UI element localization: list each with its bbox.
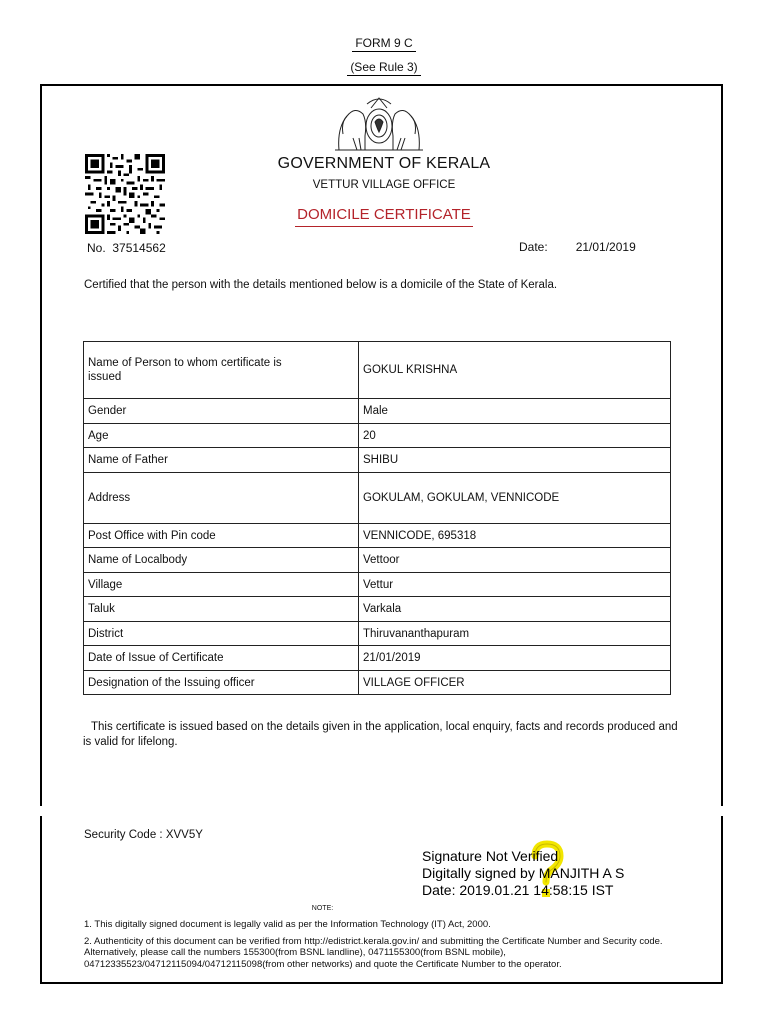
- table-row: [84, 342, 671, 399]
- row-value: 20: [359, 424, 671, 448]
- row-value: Vettur: [359, 573, 671, 597]
- table-row: [84, 524, 671, 548]
- row-label: Designation of the Issuing officer: [84, 671, 359, 695]
- row-label: Age: [84, 424, 359, 448]
- row-value: VENNICODE, 695318: [359, 524, 671, 548]
- security-code: Security Code : XVV5Y: [84, 829, 203, 841]
- note-item: 1. This digitally signed document is legally valid as per the Information Technology (IT) Act, 2000.: [84, 919, 491, 930]
- certified-statement: Certified that the person with the details mentioned below is a domicile of the State of Kerala.: [84, 279, 558, 291]
- signature-status: Signature Not Verified: [422, 848, 559, 864]
- row-label: Name of Father: [84, 448, 359, 473]
- row-label: Name of Localbody: [84, 548, 359, 573]
- table-row: [84, 646, 671, 671]
- table-row: [84, 448, 671, 473]
- table-row: [84, 473, 671, 524]
- row-label: Address: [84, 473, 359, 524]
- row-label: Taluk: [84, 597, 359, 622]
- see-rule: (See Rule 3): [0, 60, 768, 74]
- frame-gap-right: [718, 806, 728, 816]
- row-value: 21/01/2019: [359, 646, 671, 671]
- note-item: 2. Authenticity of this document can be verified from http://edistrict.kerala.gov.in/ and submitting the Certificate Number and Security code. Alternatively, please call the numbers 155300(from BSNL landline), 0471155300(from BSNL mobile), 04712335523/04712115094/04712115098(from other networks) and quote the Certificate Number to the operator.: [84, 935, 663, 970]
- row-label: Village: [84, 573, 359, 597]
- table-row: [84, 548, 671, 573]
- row-value: SHIBU: [359, 448, 671, 473]
- form-number: FORM 9 C: [0, 36, 768, 50]
- row-value: GOKUL KRISHNA: [359, 342, 671, 399]
- signature-signer: Digitally signed by MANJITH A S: [422, 865, 625, 881]
- table-row: [84, 671, 671, 695]
- digital-signature-block: [422, 848, 624, 899]
- row-value: GOKULAM, GOKULAM, VENNICODE: [359, 473, 671, 524]
- signature-date: Date: 2019.01.21 14:58:15 IST: [422, 882, 614, 898]
- notes-list: [84, 919, 674, 975]
- row-value: Varkala: [359, 597, 671, 622]
- table-row: [84, 424, 671, 448]
- details-table: [83, 341, 671, 695]
- office-name: VETTUR VILLAGE OFFICE: [312, 179, 456, 191]
- government-title: GOVERNMENT OF KERALA: [277, 155, 491, 172]
- note-label: NOTE:: [311, 905, 334, 912]
- row-value: Vettoor: [359, 548, 671, 573]
- row-value: Male: [359, 399, 671, 424]
- row-label: Gender: [84, 399, 359, 424]
- row-value: VILLAGE OFFICER: [359, 671, 671, 695]
- table-row: [84, 399, 671, 424]
- table-row: [84, 573, 671, 597]
- row-label: Post Office with Pin code: [84, 524, 359, 548]
- certificate-date: Date: 21/01/2019: [519, 240, 636, 254]
- kerala-emblem-icon: [331, 92, 427, 154]
- certificate-title: DOMICILE CERTIFICATE: [0, 206, 768, 223]
- certificate-number: No. 37514562: [87, 241, 166, 255]
- row-value: Thiruvananthapuram: [359, 622, 671, 646]
- row-label: Name of Person to whom certificate is issued: [84, 342, 359, 399]
- row-label: District: [84, 622, 359, 646]
- table-row: [84, 597, 671, 622]
- row-label: Date of Issue of Certificate: [84, 646, 359, 671]
- validity-statement: This certificate is issued based on the details given in the application, local enquiry, facts and records produced and is valid for lifelong.: [83, 721, 678, 748]
- frame-gap-left: [36, 806, 46, 816]
- table-row: [84, 622, 671, 646]
